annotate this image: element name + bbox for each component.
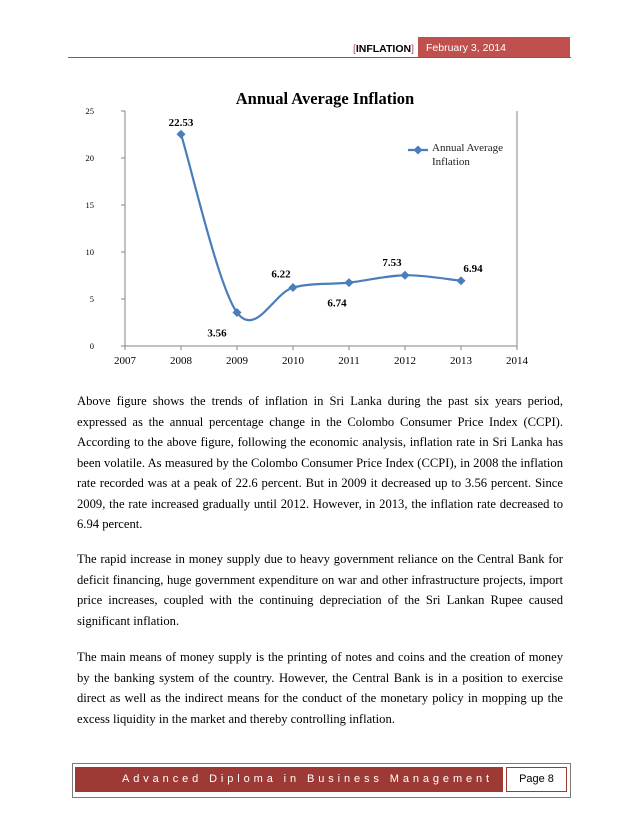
footer-course: Advanced Diploma in Business Management [75,767,503,792]
y-axis [86,106,126,351]
header-title-text: INFLATION [355,43,412,55]
x-tick-label: 2013 [450,355,472,367]
y-tick-label: 20 [85,153,94,163]
header-divider [68,57,571,58]
data-point [400,271,409,280]
header-title [300,43,414,55]
x-tick-label: 2009 [226,355,248,367]
y-tick-label: 25 [85,106,94,116]
legend-label: Inflation [432,156,470,168]
y-tick-label: 10 [85,247,94,257]
x-tick-label: 2014 [506,355,528,367]
legend-label: Annual Average [432,142,503,154]
data-point [456,276,465,285]
data-point [288,283,297,292]
header-bracket-open: [ [352,43,356,55]
footer-page-number: Page 8 [506,767,567,792]
data-label: 7.53 [382,257,402,270]
data-point [176,130,185,139]
header-bracket-close: ] [411,43,414,55]
x-tick-label: 2011 [338,355,360,367]
series-line [181,134,461,320]
legend-marker [413,145,422,154]
data-label: 6.22 [271,268,291,281]
y-tick-label: 0 [89,341,94,351]
data-label: 6.94 [463,262,483,275]
x-tick-label: 2008 [170,355,192,367]
data-label: 3.56 [207,327,227,340]
x-tick-label: 2007 [114,355,136,367]
data-label: 6.74 [327,297,347,310]
paragraph-inflation-causes: The rapid increase in money supply due to heavy government reliance on the Central Bank for deficit financing, huge government expenditure on war and other infrastructure projects, import price increases, coupled with the continuing depreciation of the Sri Lankan Rupee caused significant inflation. [77,552,563,628]
x-tick-label: 2012 [394,355,416,367]
inflation-chart [77,82,559,370]
y-tick-label: 15 [85,200,94,210]
y-tick-label: 5 [89,294,94,304]
data-point [344,278,353,287]
data-label: 22.53 [168,117,194,130]
header-date: February 3, 2014 [418,37,570,58]
chart-legend [408,142,503,168]
paragraph-trend-analysis: Above figure shows the trends of inflation in Sri Lanka during the past six years period, expressed as the annual percentage change in the Colombo Consumer Price Index (CCPI). According to the above figure, following the economic analysis, inflation rate in Sri Lanka has been volatile. As measured by the Colombo Consumer Price Index (CCPI), in 2008 the inflation rate recorded was at a peak of 22.6 percent. But in 2009 it decreased up to 3.56 percent. Since 2009, the rate increased gradually until 2012. However, in 2013, the inflation rate decreased to 6.94 percent. [77,394,563,531]
paragraph-money-supply: The main means of money supply is the printing of notes and coins and the creation of money by the banking system of the country. However, the Central Bank is in a position to exercise direct as well as the indirect means for the conduct of the monetary policy in mopping up the excess liquidity in the market and thereby controlling inflation. [77,650,563,726]
chart-title: Annual Average Inflation [235,89,415,108]
x-tick-label: 2010 [282,355,304,367]
